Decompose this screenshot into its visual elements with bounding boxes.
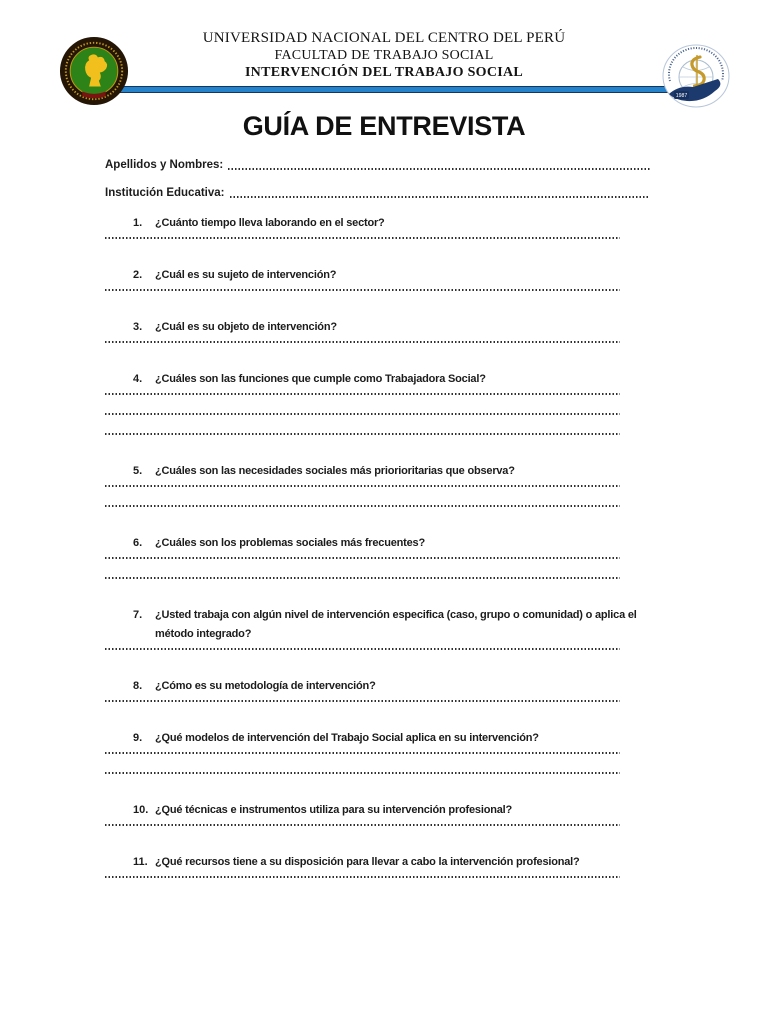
question-number: 1. (133, 217, 143, 229)
logo-year-label: 1987 (675, 93, 688, 99)
question-text: ¿Usted trabaja con algún nivel de intervención especifica (caso, grupo o comunidad) o aplica el método integrado? (155, 609, 637, 640)
answer-dotted-line (105, 429, 620, 449)
answer-dotted-line (105, 501, 620, 521)
course-name: INTERVENCIÓN DEL TRABAJO SOCIAL (244, 65, 524, 80)
answer-dotted-line (105, 748, 620, 768)
question-row (105, 462, 665, 481)
question-item (105, 853, 665, 892)
field-dotted-line (230, 196, 651, 198)
answer-dotted-line (105, 233, 620, 253)
questions-list (105, 214, 665, 892)
question-number: 3. (133, 321, 143, 333)
form-body (105, 157, 665, 892)
uncp-seal-icon (58, 36, 130, 106)
question-item (105, 370, 665, 449)
answer-dotted-line (105, 389, 620, 409)
identity-fields (105, 157, 665, 201)
question-text: ¿Qué recursos tiene a su disposición para llevar a cabo la intervención profesional? (155, 856, 580, 868)
question-text: ¿Cuáles son las funciones que cumple como Trabajadora Social? (155, 373, 486, 385)
question-item (105, 606, 665, 664)
question-text: ¿Cómo es su metodología de intervención? (155, 680, 376, 692)
answer-dotted-line (105, 768, 620, 788)
question-row (105, 318, 665, 337)
university-name: UNIVERSIDAD NACIONAL DEL CENTRO DEL PERÚ (202, 30, 566, 46)
question-text: ¿Cuánto tiempo lleva laborando en el sector? (155, 217, 385, 229)
answer-dotted-line (105, 696, 620, 716)
question-row (105, 606, 665, 644)
answer-dotted-line (105, 481, 620, 501)
question-item (105, 534, 665, 593)
question-number: 4. (133, 373, 143, 385)
question-item (105, 677, 665, 716)
question-row (105, 370, 665, 389)
question-item (105, 462, 665, 521)
question-text: ¿Cuál es su sujeto de intervención? (155, 269, 337, 281)
answer-dotted-line (105, 409, 620, 429)
question-item (105, 214, 665, 253)
question-number: 7. (133, 609, 143, 621)
question-text: ¿Qué técnicas e instrumentos utiliza para su intervención profesional? (155, 804, 513, 816)
question-row (105, 801, 665, 820)
answer-dotted-line (105, 285, 620, 305)
question-item (105, 729, 665, 788)
answer-dotted-line (105, 337, 620, 357)
answer-dotted-line (105, 820, 620, 840)
question-number: 6. (133, 537, 143, 549)
question-text: ¿Cuáles son las necesidades sociales más priorioritarias que observa? (155, 465, 515, 477)
field-dotted-line (228, 168, 650, 170)
answer-dotted-line (105, 644, 620, 664)
field-institucion-educativa (105, 185, 650, 201)
question-number: 10. (133, 804, 149, 816)
question-row (105, 214, 665, 233)
question-text: ¿Qué modelos de intervención del Trabajo Social aplica en su intervención? (155, 732, 539, 744)
answer-dotted-line (105, 553, 620, 573)
question-number: 9. (133, 732, 143, 744)
question-number: 5. (133, 465, 143, 477)
faculty-name: FACULTAD DE TRABAJO SOCIAL (274, 48, 494, 63)
question-row (105, 266, 665, 285)
question-text: ¿Cuál es su objeto de intervención? (155, 321, 337, 333)
question-item (105, 266, 665, 305)
field-apellidos-nombres (105, 157, 650, 173)
answer-dotted-line (105, 573, 620, 593)
question-number: 2. (133, 269, 143, 281)
question-row (105, 853, 665, 872)
field-label: Institución Educativa: (105, 187, 225, 199)
question-number: 11. (133, 856, 148, 868)
question-number: 8. (133, 680, 143, 692)
trabajo-social-faculty-logo (658, 42, 734, 112)
question-row (105, 677, 665, 696)
uncp-university-logo (58, 36, 130, 106)
trabajo-social-seal-icon (658, 42, 734, 112)
page-title: GUÍA DE ENTREVISTA (242, 111, 526, 141)
question-item (105, 318, 665, 357)
question-text: ¿Cuáles son los problemas sociales más frecuentes? (155, 537, 425, 549)
answer-dotted-line (105, 872, 620, 892)
field-label: Apellidos y Nombres: (105, 159, 224, 171)
question-row (105, 534, 665, 553)
question-row (105, 729, 665, 748)
header-divider (117, 86, 673, 93)
question-item (105, 801, 665, 840)
